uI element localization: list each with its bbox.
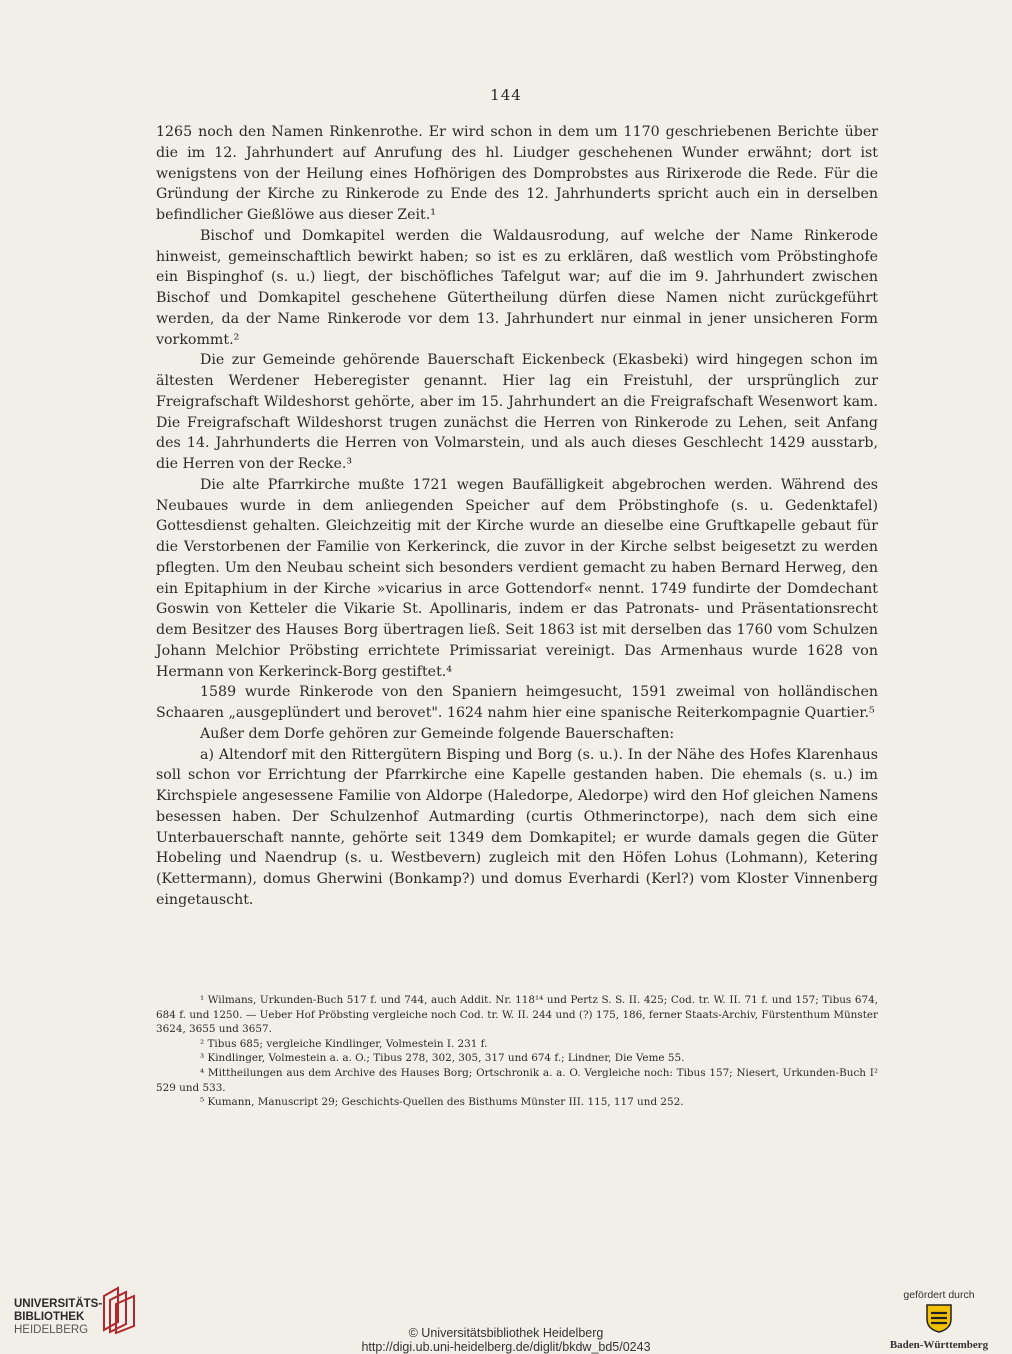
footnotes	[156, 993, 878, 1110]
permalink[interactable]: http://digi.ub.uni-heidelberg.de/diglit/bkdw_bd5/0243	[361, 1340, 651, 1354]
footer	[0, 1270, 1012, 1353]
paragraph: Die zur Gemeinde gehörende Bauerschaft Eickenbeck (Ekasbeki) wird hingegen schon im ältesten Werdener Heberegister genannt. Hier lag ein Freistuhl, der ursprünglich zur Freigrafschaft Wildeshorst gehörte, aber im 15. Jahrhundert an die Freigrafschaft Wesenwort kam. Die Freigrafschaft Wildeshorst trugen zunächst die Herren von Rinkerode zu Lehen, seit Anfang des 14. Jahrhunderts die Herren von Volmarstein, und als auch dieses Geschlecht 1429 ausstarb, die Herren von der Recke.³	[156, 352, 878, 472]
page-number: 144	[490, 86, 522, 104]
paragraph: 1265 noch den Namen Rinkenrothe. Er wird schon in dem um 1170 geschriebenen Berichte über die im 12. Jahrhundert auf Anrufung des hl. Liudger geschehenen Wunder erwähnt; dort ist wenigstens von der Heilung eines Hofhörigen des Domprobstes aus Ririxerode die Rede. Für die Gründung der Kirche zu Rinkerode zu Ende des 12. Jahrhunderts spricht auch ein in derselben befindlicher Gießlöwe aus dieser Zeit.¹	[156, 124, 878, 223]
paragraph: 1589 wurde Rinkerode von den Spaniern heimgesucht, 1591 zweimal von holländischen Schaaren „ausgeplündert und berovet". 1624 nahm hier eine spanische Reiterkompagnie Quartier.⁵	[156, 684, 878, 721]
funding-name[interactable]: Baden-Württemberg	[889, 1339, 989, 1351]
footnote: ⁴ Mittheilungen aus dem Archive des Hauses Borg; Ortschronik a. a. O. Vergleiche noch: Tibus 157; Niesert, Urkunden-Buch I² 529 und 533.	[156, 1066, 878, 1094]
copyright-text: © Universitätsbibliothek Heidelberg	[408, 1326, 604, 1340]
paragraph: a) Altendorf mit den Rittergütern Bisping und Borg (s. u.). In der Nähe des Hofes Klarenhaus soll schon vor Errichtung der Pfarrkirche eine Kapelle gestanden haben. Die ehemals (s. u.) im Kirchspiele angesessene Familie von Aldorpe (Haledorpe, Aledorpe) wird den Hof gleichen Namens besessen haben. Der Schulzenhof Autmarding (curtis Othmerinctorpe), nach dem sich eine Unterbauerschaft nannte, gehörte seit 1349 dem Domkapitel; er wurde damals gegen die Güter Hobeling und Naendrup (s. u. Westbevern) zugleich mit den Höfen Lohus (Lohmann), Ketering (Kettermann), domus Gherwini (Bonkamp?) und domus Everhardi (Kerl?) vom Kloster Vinnenberg eingetauscht.	[156, 746, 878, 908]
funding-credit	[884, 1289, 994, 1351]
copyright-notice	[0, 1326, 1012, 1354]
paragraph: Die alte Pfarrkirche mußte 1721 wegen Baufälligkeit abgebrochen werden. Während des Neubaues wurde in dem anliegenden Speicher auf dem Pröbstinghofe (s. u. Gedenktafel) Gottesdienst gehalten. Gleichzeitig mit der Kirche wurde an dieselbe eine Gruftkapelle gebaut für die Verstorbenen der Familie von Kerkerinck, die zuvor in der Kirche selbst beigesetzt zu werden pflegten. Um den Neubau scheint sich besonders verdient gemacht zu haben Bernard Herweg, den ein Epitaphium in der Kirche »vicarius in arce Gottendorf« nennt. 1749 fundirte der Domdechant Goswin von Ketteler die Vikarie St. Apollinaris, indem er das Patronats- und Präsentationsrecht dem Besitzer des Hauses Borg übertragen ließ. Seit 1863 ist mit derselben das 1760 vom Schulzen Johann Melchior Pröbsting errichtete Primissariat vereinigt. Das Armenhaus wurde 1628 von Hermann von Kerkerinck-Borg gestiftet.⁴	[156, 476, 878, 680]
logo-line: HEIDELBERG	[14, 1324, 89, 1336]
body-text	[156, 122, 878, 911]
logo-line: UNIVERSITÄTS-	[14, 1298, 103, 1310]
state-crest-icon	[925, 1303, 953, 1333]
footnote: ¹ Wilmans, Urkunden-Buch 517 f. und 744, auch Addit. Nr. 118¹⁴ und Pertz S. S. II. 425; Cod. tr. W. II. 71 f. und 157; Tibus 674, 684 f. und 1250. — Ueber Hof Pröbsting vergleiche noch Cod. tr. W. II. 244 und (?) 175, 186, ferner Staats-Archiv, Fürstenthum Münster 3624, 3655 und 3657.	[156, 994, 878, 1036]
footnote: ³ Kindlinger, Volmestein a. a. O.; Tibus 278, 302, 305, 317 und 674 f.; Lindner, Die Veme 55.	[200, 1052, 685, 1065]
paragraph: Bischof und Domkapitel werden die Waldausrodung, auf welche der Name Rinkerode hinweist, gemeinschaftlich bewirkt haben; so ist es zu erklären, daß westlich vom Pröbstinghofe ein Bispinghof (s. u.) liegt, der bischöfliches Tafelgut war; auf die im 9. Jahrhundert zwischen Bischof und Domkapitel geschehene Gütertheilung dürfen diese Namen nicht zurückgeführt werden, da der Name Rinkerode vor dem 13. Jahrhundert nur einmal in jener unsicheren Form vorkommt.²	[156, 227, 878, 348]
logo-line: BIBLIOTHEK	[14, 1311, 85, 1323]
funding-label: gefördert durch	[903, 1289, 975, 1301]
paragraph: Außer dem Dorfe gehören zur Gemeinde folgende Bauerschaften:	[200, 725, 675, 742]
footnote: ⁵ Kumann, Manuscript 29; Geschichts-Quellen des Bisthums Münster III. 115, 117 und 252.	[200, 1096, 684, 1109]
footnote: ² Tibus 685; vergleiche Kindlinger, Volmestein I. 231 f.	[200, 1037, 488, 1050]
